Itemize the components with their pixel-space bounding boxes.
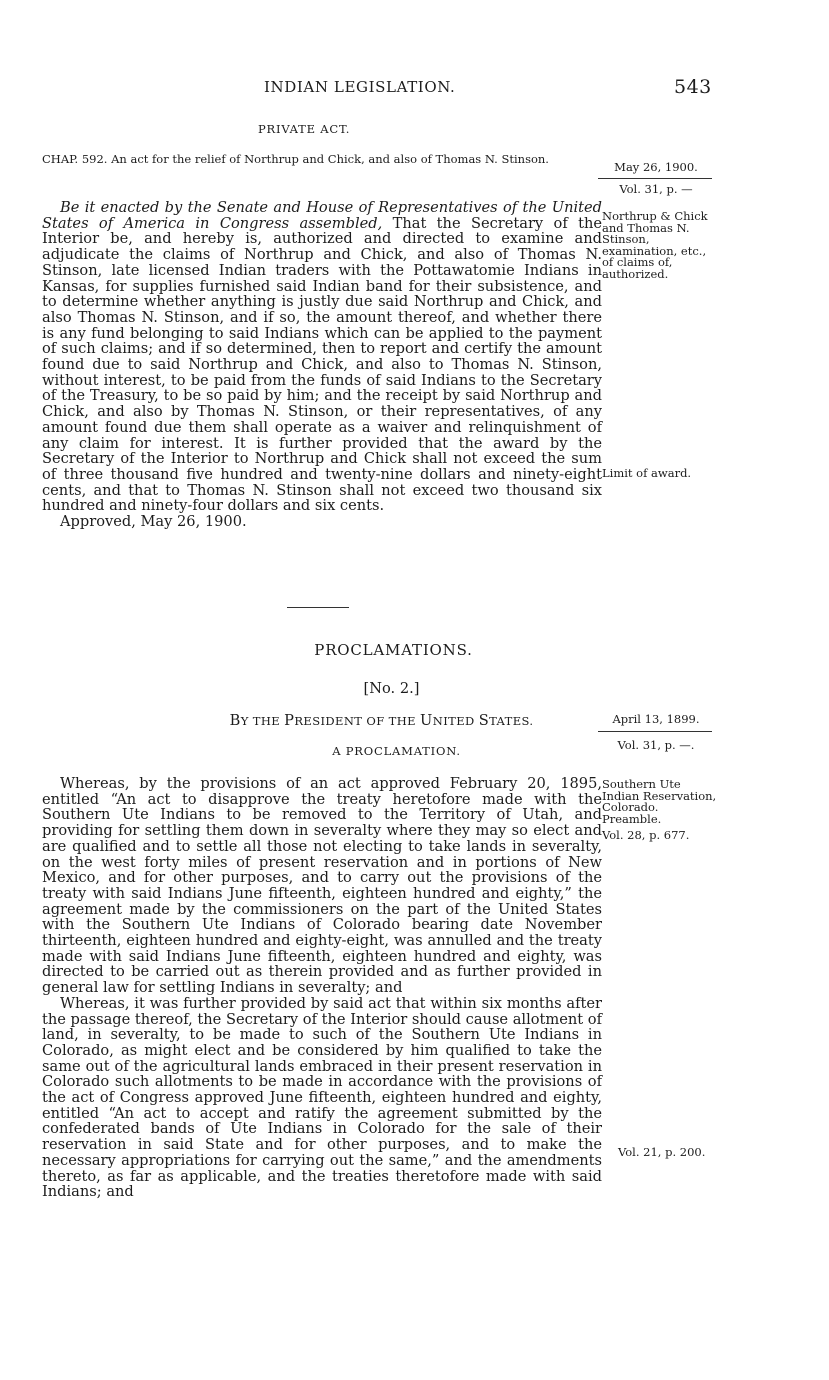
proclamation-body [42,776,602,1200]
a-proclamation-heading: A PROCLAMATION. [332,744,461,758]
small-caps-initial: U [420,712,433,729]
margin-volume-private-act: Vol. 31, p. — [619,182,693,196]
small-caps-text: NITED [432,714,479,728]
small-caps-text: TATES. [489,714,534,728]
margin-date-private-act: May 26, 1900. [614,160,698,174]
margin-rule [598,178,712,179]
small-caps-text: RESIDENT OF THE [294,714,421,728]
page-number: 543 [674,76,712,98]
margin-rule [598,731,712,732]
chapter-line: CHAP. 592. An act for the relief of Northrup and Chick, and also of Thomas N. Stinson. [42,152,549,166]
private-act-text: That the Secretary of the Interior be, and hereby is, authorized and directed to examine and adjudicate the claims of Northrup and Chick, and also of Thomas N. Stinson, late licensed Indian traders with the Pottawatomie Indians in Kansas, for supplies furnished said Indian band for their subsistence, and to determine whether anything is justly due said Northrup and Chick, and also Thomas N. Stinson, and if so, the amount thereof, and whether there is any fund belonging to said Indians which can be applied to the payment of such claims; and if so determined, then to report and certify the amount found due to said Northrup and Chick, and also to Thomas N. Stinson, without interest, to be paid from the funds of said Indians to the Secretary of the Treasury, to be so paid by him; and the receipt by said Northrup and Chick, and also by Thomas N. Stinson, or their representatives, of any amount found due them shall operate as a waiver and relinquishment of any claim for interest. It is further provided that the award by the Secretary of the Interior to Northrup and Chick shall not exceed the sum of three thousand five hundred and twenty-nine dollars and ninety-eight cents, and that to Thomas N. Stinson shall not exceed two thousand six hundred and ninety-four dollars and six cents. [42,214,602,515]
small-caps-text: Y THE [240,714,285,728]
margin-date-proclamation: April 13, 1899. [612,712,700,726]
small-caps-initial: S [478,712,490,729]
margin-note-limit-of-award: Limit of award. [602,466,692,480]
margin-note-southern-ute: Southern Ute Indian Reservation, Colorado. Preamble. [602,777,717,826]
private-act-heading: PRIVATE ACT. [258,122,351,136]
enacting-clause: Be it enacted by the Senate and House of Representatives of the United States of America in Congress assembled, [42,199,602,232]
proclamations-title: PROCLAMATIONS. [314,641,473,659]
small-caps-initial: P [284,712,295,729]
approved-line: Approved, May 26, 1900. [60,513,247,531]
running-title: INDIAN LEGISLATION. [264,78,456,96]
margin-note-claims: Northrup & Chick and Thomas N. Stinson, examination, etc., of claims of, authorized. [602,209,708,281]
proclamation-paragraph-1: Whereas, by the provisions of an act approved February 20, 1895, entitled “An act to disapprove the treaty heretofore made with the Southern Ute Indians to be removed to the Territory of Utah, and providing for settling them down in severalty where they may so elect and are qualified and to settle all those not electing to take lands in severalty, on the west forty miles of present reservation and in portions of New Mexico, and for other purposes, and to carry out the provisions of the treaty with said Indians June fifteenth, eighteen hundred and eighty,” the agreement made by the commissioners on the part of the United States with the Southern Ute Indians of Colorado bearing date November thirteenth, eighteen hundred and eighty-eight, was annulled and the treaty made with said Indians June fifteenth, eighteen hundred and eighty, was directed to be carried out as therein provided and as further provided in general law for settling Indians in severalty; and [42,775,602,997]
private-act-body [42,200,602,530]
section-divider [287,607,349,608]
page-header [0,76,829,100]
proclamation-paragraph-2: Whereas, it was further provided by said act that within six months after the passage thereof, the Secretary of the Interior should cause allotment of land, in severalty, to be made to such of the Southern Ute Indians in Colorado, as might elect and be considered by him qualified to take the same out of the agricultural lands embraced in their present reservation in Colorado such allotments to be made in accordance with the provisions of the act of Congress approved June fifteenth, eighteen hundred and eighty, entitled “An act to accept and ratify the agreement submitted by the confederated bands of Ute Indians in Colorado for the sale of their reservation in said State and for other purposes, and to make the necessary appropriations for carrying out the same,” and the amendments thereto, as far as applicable, and the treaties theretofore made with said Indians; and [42,994,602,1201]
private-act-paragraph [42,200,602,514]
margin-note-vol-28: Vol. 28, p. 677. [602,828,690,842]
margin-note-vol-21: Vol. 21, p. 200. [618,1145,706,1159]
margin-volume-proclamation: Vol. 31, p. —. [617,738,695,752]
small-caps-initial: B [229,712,241,729]
proclamation-number: [No. 2.] [363,680,420,697]
